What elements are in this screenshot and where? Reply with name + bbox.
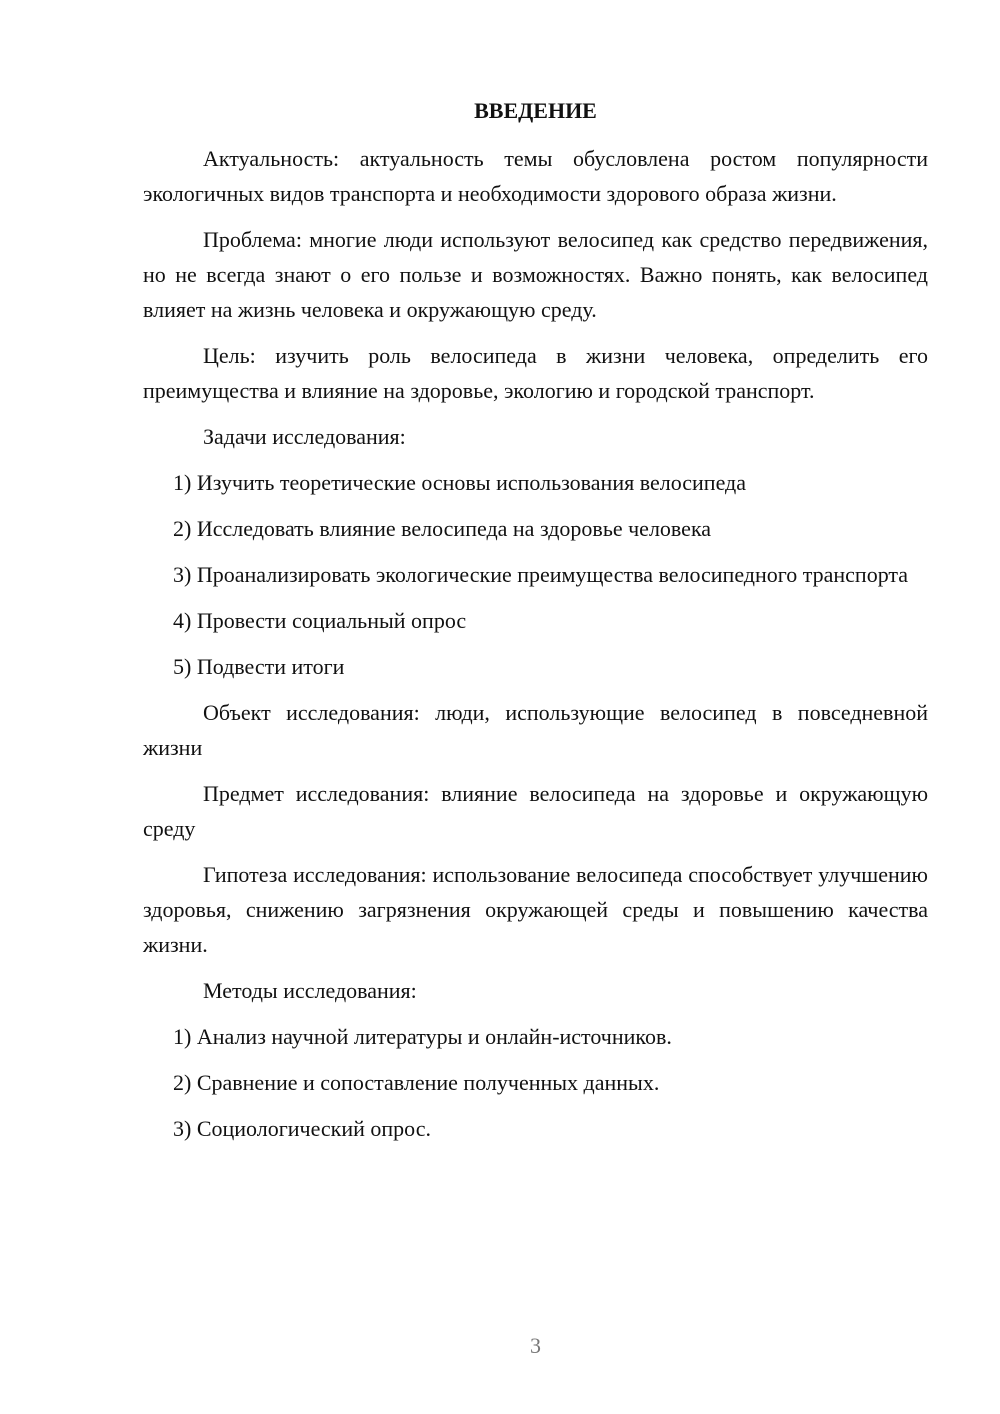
object-paragraph: Объект исследования: люди, использующие велосипед в повседневной жизни bbox=[143, 700, 928, 760]
tasks-heading: Задачи исследования: bbox=[203, 424, 406, 449]
method-item-3: 3) Социологический опрос. bbox=[173, 1116, 431, 1141]
task-item-1: 1) Изучить теоретические основы использования велосипеда bbox=[173, 470, 746, 495]
page-number: 3 bbox=[530, 1333, 541, 1358]
subject-paragraph: Предмет исследования: влияние велосипеда на здоровье и окружающую среду bbox=[143, 781, 928, 841]
methods-heading: Методы исследования: bbox=[203, 978, 417, 1003]
relevance-paragraph: Актуальность: актуальность темы обусловлена ростом популярности экологичных видов транспорта и необходимости здорового образа жизни. bbox=[143, 146, 928, 206]
method-item-1: 1) Анализ научной литературы и онлайн-источников. bbox=[173, 1024, 672, 1049]
task-item-2: 2) Исследовать влияние велосипеда на здоровье человека bbox=[173, 516, 712, 541]
method-item-2: 2) Сравнение и сопоставление полученных данных. bbox=[173, 1070, 660, 1095]
hypothesis-paragraph: Гипотеза исследования: использование велосипеда способствует улучшению здоровья, снижению загрязнения окружающей среды и повышению качества жизни. bbox=[143, 862, 928, 957]
task-item-5: 5) Подвести итоги bbox=[173, 654, 345, 679]
task-item-4: 4) Провести социальный опрос bbox=[173, 608, 467, 633]
problem-paragraph: Проблема: многие люди используют велосипед как средство передвижения, но не всегда знают о его пользе и возможностях. Важно понять, как велосипед влияет на жизнь человека и окружающую среду. bbox=[143, 227, 928, 322]
page-title: ВВЕДЕНИЕ bbox=[474, 98, 597, 123]
methods-list bbox=[143, 1019, 928, 1146]
goal-paragraph: Цель: изучить роль велосипеда в жизни человека, определить его преимущества и влияние на здоровье, экологию и городской транспорт. bbox=[143, 343, 928, 403]
tasks-list bbox=[143, 465, 928, 684]
task-item-3: 3) Проанализировать экологические преимущества велосипедного транспорта bbox=[173, 562, 909, 587]
page-content bbox=[143, 94, 928, 1157]
